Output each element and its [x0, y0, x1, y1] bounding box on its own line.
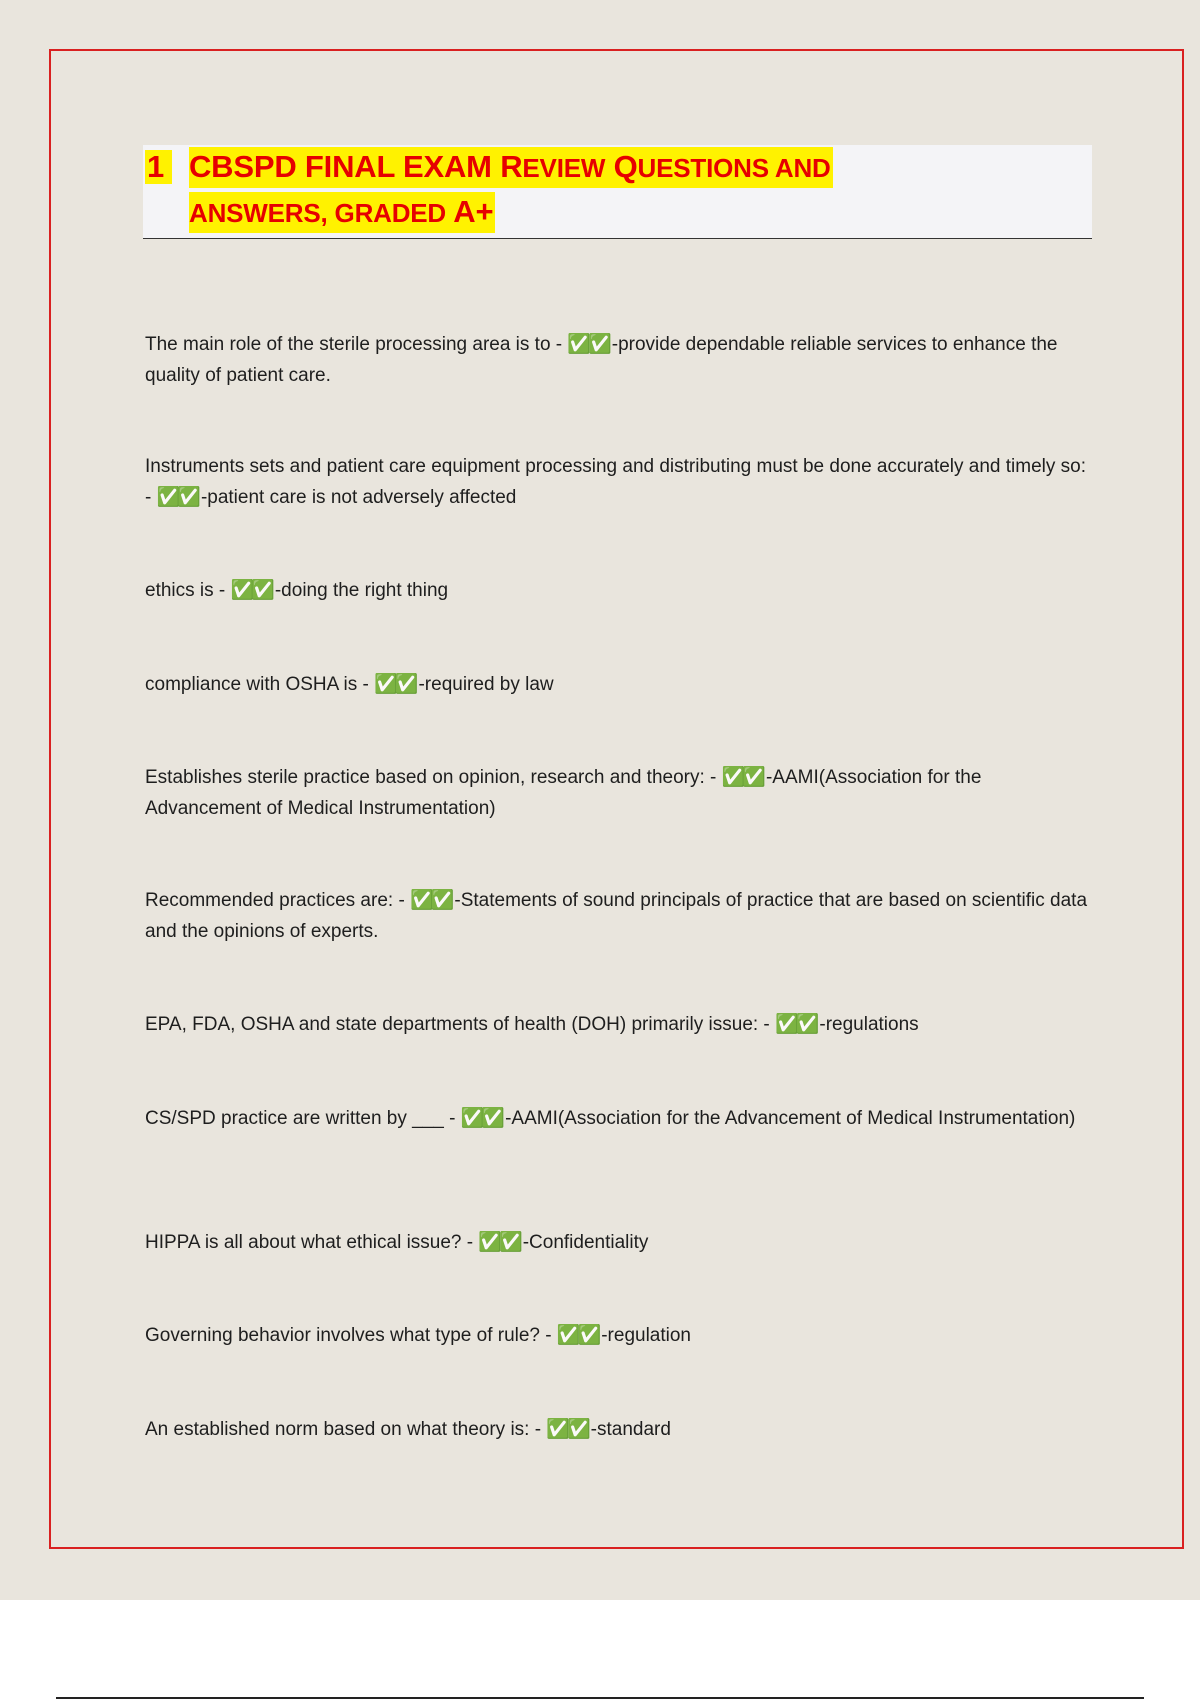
question-text: Governing behavior involves what type of rule? - — [145, 1325, 557, 1346]
heading-title-part: A+ — [446, 194, 494, 229]
double-check-icon: ✅✅ — [478, 1231, 520, 1253]
answer-text: -Statements of sound principals of practice that are based on scientific data and the opinions of experts. — [145, 890, 1088, 942]
double-check-icon: ✅✅ — [556, 1324, 599, 1346]
question-text: compliance with OSHA is - — [145, 674, 375, 695]
heading-title-part: UESTIONS AND — [637, 153, 831, 183]
answer-text: -AAMI(Association for the Advancement of Medical Instrumentation) — [145, 767, 982, 819]
question-text: EPA, FDA, OSHA and state departments of health (DOH) primarily issue: - — [145, 1014, 776, 1035]
heading-title-part: CBSPD FINAL EXAM R — [189, 149, 523, 184]
question-text: The main role of the sterile processing area is to - — [145, 334, 568, 355]
heading-title-part: Q — [605, 149, 638, 184]
double-check-icon: ✅✅ — [775, 1013, 817, 1035]
answer-text: -Confidentiality — [522, 1232, 649, 1253]
qa-item — [145, 762, 1095, 824]
double-check-icon: ✅✅ — [374, 673, 416, 695]
double-check-icon: ✅✅ — [721, 766, 763, 788]
question-text: Recommended practices are: - — [145, 890, 411, 911]
answer-text: -regulations — [819, 1014, 919, 1035]
answer-text: -AAMI(Association for the Advancement of Medical Instrumentation) — [505, 1108, 1076, 1129]
question-text: An established norm based on what theory is: - — [145, 1419, 547, 1440]
answer-text: -standard — [590, 1419, 671, 1440]
qa-item — [145, 329, 1095, 391]
answer-text: -regulation — [601, 1325, 691, 1346]
heading-title-line-2 — [189, 192, 495, 233]
qa-item — [145, 1320, 1095, 1351]
answer-text: -doing the right thing — [274, 580, 449, 601]
heading-title-part: ANSWERS, GRADED — [189, 198, 447, 228]
qa-item — [145, 1414, 1095, 1445]
question-text: CS/SPD practice are written by ___ - — [145, 1108, 461, 1129]
double-check-icon: ✅✅ — [230, 579, 272, 601]
double-check-icon: ✅✅ — [156, 486, 198, 508]
qa-item — [145, 669, 1095, 700]
footer-rule — [56, 1697, 1144, 1699]
double-check-icon: ✅✅ — [410, 889, 452, 911]
answer-text: -required by law — [418, 674, 554, 695]
qa-item — [145, 885, 1095, 947]
heading-number: 1 — [145, 150, 172, 184]
qa-item — [145, 1227, 1095, 1258]
answer-text: -patient care is not adversely affected — [200, 487, 517, 508]
heading-title-part: EVIEW — [522, 153, 606, 183]
qa-item — [145, 451, 1095, 513]
question-text: HIPPA is all about what ethical issue? - — [145, 1232, 479, 1253]
question-text: Instruments sets and patient care equipment processing and distributing must be done accurately and timely so: - — [145, 456, 1087, 508]
question-text: Establishes sterile practice based on opinion, research and theory: - — [145, 767, 722, 788]
double-check-icon: ✅✅ — [460, 1107, 503, 1129]
qa-item — [145, 575, 1095, 606]
qa-item — [145, 1009, 1095, 1040]
question-text: ethics is - — [145, 580, 231, 601]
qa-item — [145, 1103, 1095, 1134]
double-check-icon: ✅✅ — [546, 1418, 588, 1440]
double-check-icon: ✅✅ — [567, 333, 609, 355]
answer-text: -provide dependable reliable services to enhance the quality of patient care. — [145, 334, 1058, 386]
heading-title-line-1 — [189, 147, 833, 188]
